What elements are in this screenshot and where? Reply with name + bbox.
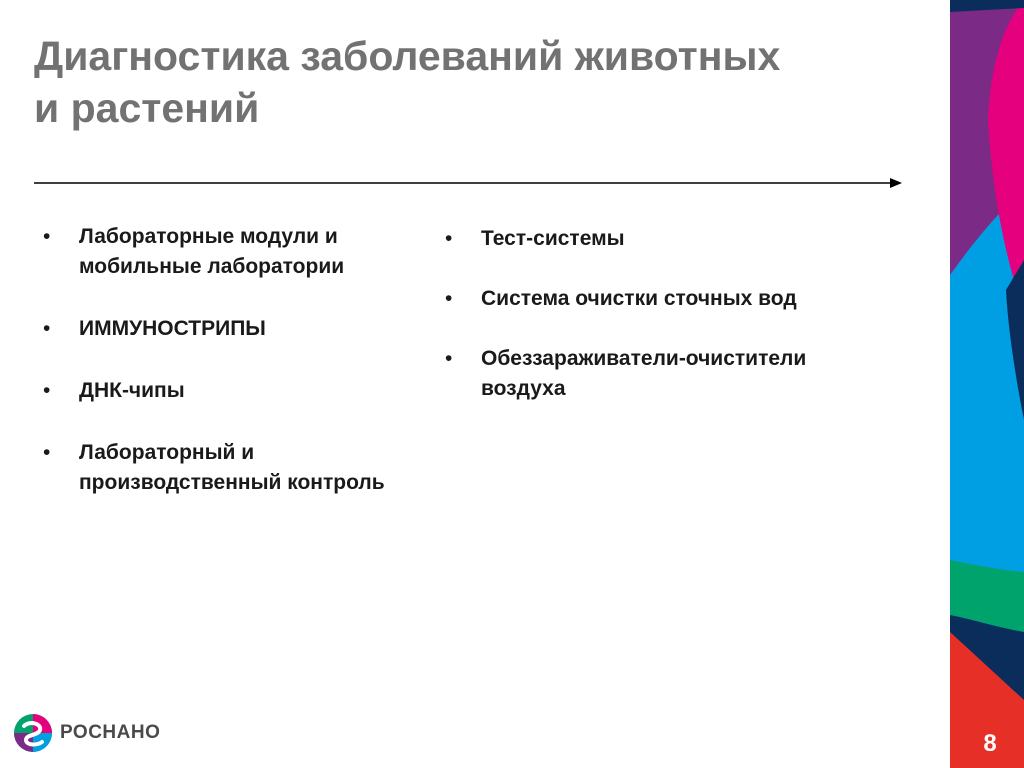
list-item-line: воздуха — [481, 377, 566, 400]
rosnano-logo-text: РОСНАНО — [60, 722, 161, 743]
list-item — [79, 438, 459, 498]
decorative-color-band — [950, 0, 1024, 768]
list-item — [79, 222, 459, 282]
list-item — [481, 344, 901, 404]
list-item-line: мобильные лаборатории — [79, 255, 345, 278]
list-item-line: • Обеззараживатели-очистители — [481, 347, 807, 370]
list-item-line: • Лабораторный и — [79, 441, 255, 464]
slide-title-line1: Диагностика заболеваний животных — [34, 33, 781, 79]
list-item-line: • ИММУНОСТРИПЫ — [79, 317, 266, 340]
list-item — [481, 284, 901, 314]
list-item-line: • ДНК-чипы — [79, 379, 185, 402]
list-item — [79, 314, 459, 344]
right-bullet-list — [481, 224, 901, 434]
left-bullet-list — [79, 222, 459, 530]
list-item-line: • Лабораторные модули и — [79, 225, 338, 248]
arrow-divider — [34, 173, 906, 193]
list-item-line: производственный контроль — [79, 471, 385, 494]
rosnano-logo-icon — [12, 712, 54, 754]
slide-title-line2: и растений — [34, 85, 260, 131]
page-number: 8 — [983, 730, 997, 757]
list-item — [481, 224, 901, 254]
list-item — [79, 376, 459, 406]
list-item-line: • Система очистки сточных вод — [481, 287, 797, 310]
slide-title — [34, 30, 934, 134]
list-item-line: • Тест-системы — [481, 227, 625, 250]
rosnano-logo — [12, 712, 172, 756]
